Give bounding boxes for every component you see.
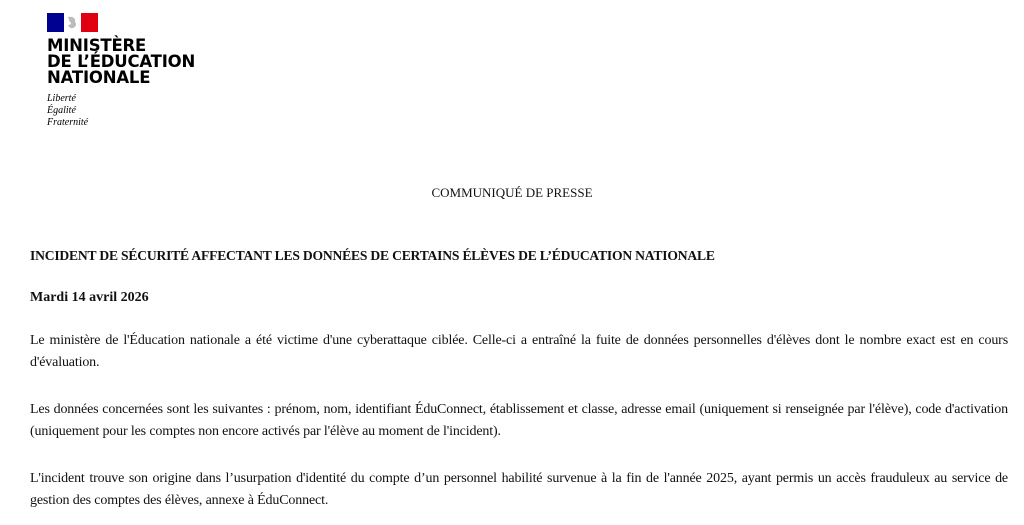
motto-line: Égalité — [47, 105, 76, 116]
press-release-kicker: COMMUNIQUÉ DE PRESSE — [431, 185, 593, 200]
marianne-flag-icon — [47, 13, 98, 32]
ministry-name-line: MINISTÈRE — [47, 36, 147, 55]
ministry-logo — [47, 13, 195, 129]
ministry-name — [47, 38, 195, 86]
page-title: INCIDENT DE SÉCURITÉ AFFECTANT LES DONNÉES DE CERTAINS ÉLÈVES DE L’ÉDUCATION NATIONALE — [30, 248, 715, 263]
release-date: Mardi 14 avril 2026 — [30, 290, 149, 305]
paragraph: Les données concernées sont les suivantes : prénom, nom, identifiant ÉduConnect, établissement et classe, adresse email (uniquement si renseignée par l'élève), code d'activation (uniquement pour les comptes non encore activés par l'élève au moment de l'incident). — [30, 402, 1008, 439]
motto-line: Liberté — [47, 93, 76, 104]
paragraph: L'incident trouve son origine dans l’usurpation d'identité du compte d’un personnel habilité survenue à la fin de l'année 2025, ayant permis un accès frauduleux au service de gestion des comptes des élèves, annexe à ÉduConnect. — [30, 471, 1008, 508]
motto-line: Fraternité — [47, 117, 89, 128]
ministry-name-line: DE L’ÉDUCATION — [47, 52, 196, 71]
ministry-name-line: NATIONALE — [47, 68, 151, 87]
republic-motto — [47, 93, 195, 129]
paragraph: Le ministère de l'Éducation nationale a été victime d'une cyberattaque ciblée. Celle-ci a entraîné la fuite de données personnelles d'élèves dont le nombre exact est en cours d'évaluation. — [30, 333, 1008, 370]
